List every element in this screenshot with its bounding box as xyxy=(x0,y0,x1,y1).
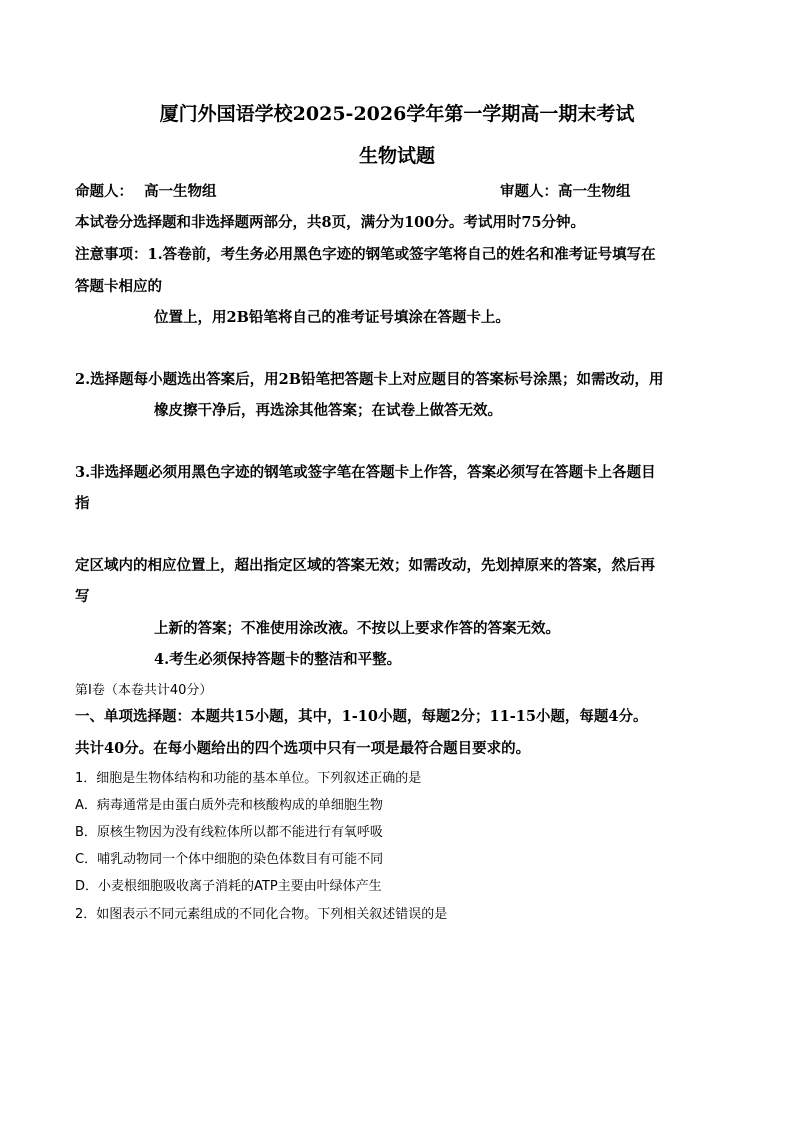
notes-line-3c: 定区域内的相应位置上，超出指定区域的答案无效；如需改动，先划掉原来的答案，然后再 xyxy=(75,557,655,574)
question-2-stem: 2．如图表示不同元素组成的不同化合物。下列相关叙述错误的是 xyxy=(75,907,448,922)
author-line xyxy=(75,180,217,201)
exam-subtitle: 生物试题 xyxy=(358,145,435,167)
reviewer-name: 高一生物组 xyxy=(558,183,631,200)
author-name: 高一生物组 xyxy=(144,183,217,200)
notes-line-3: 3.非选择题必须用黑色字迹的钢笔或签字笔在答题卡上作答，答案必须写在答题卡上各题目 xyxy=(75,464,656,481)
notes-line-3b: 指 xyxy=(75,495,90,512)
question-1-option-a: A．病毒通常是由蛋白质外壳和核酸构成的单细胞生物 xyxy=(75,798,383,813)
question-1-stem: 1．细胞是生物体结构和功能的基本单位。下列叙述正确的是 xyxy=(75,771,422,786)
reviewer-label: 审题人： xyxy=(500,183,558,200)
section-heading-1: 一、单项选择题：本题共15小题，其中，1-10小题，每题2分；11-15小题，每题4分。 xyxy=(75,708,648,725)
notes-line-2b: 橡皮擦干净后，再选涂其他答案；在试卷上做答无效。 xyxy=(154,402,502,419)
volume-label: 第Ⅰ卷（本卷共计40分） xyxy=(75,683,213,698)
notes-line-4: 4.考生必须保持答题卡的整洁和平整。 xyxy=(154,651,402,668)
notes-line-2: 2.选择题每小题选出答案后，用2B铅笔把答题卡上对应题目的答案标号涂黑；如需改动，用 xyxy=(75,371,664,388)
question-1-option-b: B．原核生物因为没有线粒体所以都不能进行有氧呼吸 xyxy=(75,825,383,840)
section-heading-2: 共计40分。在每小题给出的四个选项中只有一项是最符合题目要求的。 xyxy=(75,740,531,757)
reviewer-line xyxy=(500,180,631,201)
author-label: 命题人： xyxy=(75,183,133,200)
notes-line-3d: 写 xyxy=(75,588,90,605)
question-1-option-d: D．小麦根细胞吸收离子消耗的ATP主要由叶绿体产生 xyxy=(75,879,382,894)
notes-line-3e: 上新的答案；不准使用涂改液。不按以上要求作答的答案无效。 xyxy=(154,620,560,637)
exam-title: 厦门外国语学校2025-2026学年第一学期高一期末考试 xyxy=(159,103,635,125)
notes-line-1c: 位置上，用2B铅笔将自己的准考证号填涂在答题卡上。 xyxy=(154,309,510,326)
intro-text: 本试卷分选择题和非选择题两部分，共8页，满分为100分。考试用时75分钟。 xyxy=(75,214,586,231)
notes-line-1b: 答题卡相应的 xyxy=(75,278,162,295)
question-1-option-c: C．哺乳动物同一个体中细胞的染色体数目有可能不同 xyxy=(75,852,384,867)
notes-line-1: 注意事项：1.答卷前，考生务必用黑色字迹的钢笔或签字笔将自己的姓名和准考证号填写在 xyxy=(75,246,656,263)
